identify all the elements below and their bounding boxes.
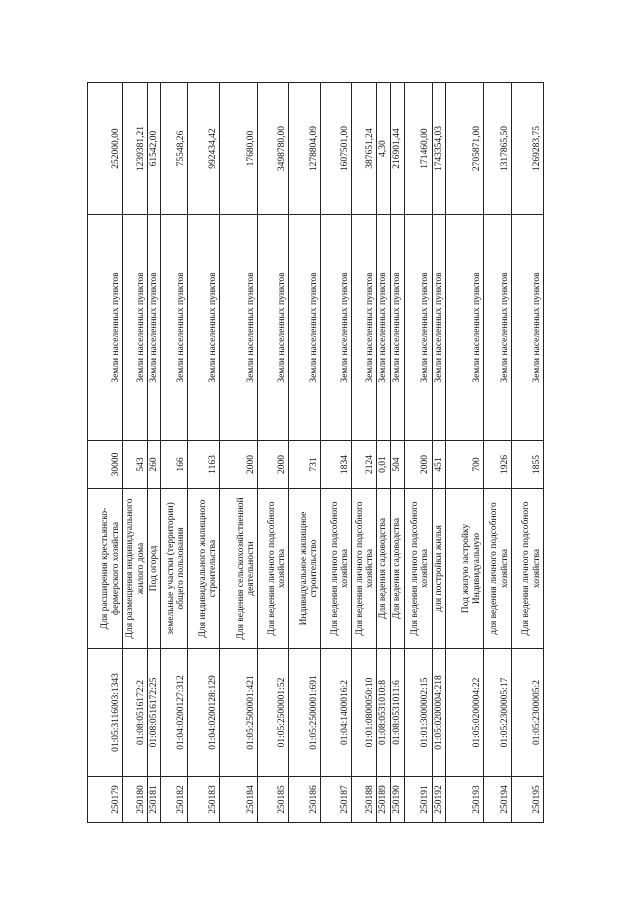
- table-row: [404, 83, 432, 823]
- cadastral-number: 01:05:0200004:22: [446, 649, 484, 777]
- row-number: 250189: [377, 777, 390, 823]
- cadastral-value: 171460,00: [404, 83, 432, 215]
- cadastral-number: 01:08:0531010:8: [377, 649, 390, 777]
- cadastral-number: 01:05:2300005:17: [484, 649, 512, 777]
- cadastral-value: 61542,00: [148, 83, 161, 215]
- cadastral-number: 01:05:2300005:2: [512, 649, 544, 777]
- cadastral-value: 1743354,03: [432, 83, 445, 215]
- area: 2000: [404, 441, 432, 489]
- area: 504: [390, 441, 404, 489]
- area: 166: [161, 441, 188, 489]
- row-number: 250195: [512, 777, 544, 823]
- area: 260: [148, 441, 161, 489]
- permitted-use: Под огород: [148, 489, 161, 649]
- cadastral-value: 1269283,75: [512, 83, 544, 215]
- permitted-use: земельные участки (территории) общего пользования: [161, 489, 188, 649]
- area: 1926: [484, 441, 512, 489]
- row-number: 250187: [321, 777, 352, 823]
- row-number: 250188: [352, 777, 377, 823]
- land-category: Земли населенных пунктов: [484, 215, 512, 441]
- permitted-use: Для ведения сельскохозяйственной деятельности: [220, 489, 258, 649]
- table-row: [220, 83, 258, 823]
- cadastral-value: 216901,44: [390, 83, 404, 215]
- row-number: 250185: [258, 777, 289, 823]
- cadastral-number: 01:08:0516172:25: [148, 649, 161, 777]
- land-category: Земли населенных пунктов: [258, 215, 289, 441]
- permitted-use: Для ведения личного подсобного хозяйства: [352, 489, 377, 649]
- cadastral-value: 1317865,50: [484, 83, 512, 215]
- cadastral-value: 3498780,00: [258, 83, 289, 215]
- permitted-use: Для ведения личного подсобного хозяйства: [321, 489, 352, 649]
- land-category: Земли населенных пунктов: [390, 215, 404, 441]
- area: 2000: [258, 441, 289, 489]
- table-row: [123, 83, 148, 823]
- land-category: Земли населенных пунктов: [446, 215, 484, 441]
- cadastral-number: 01:05:2500001:691: [289, 649, 321, 777]
- table-row: [161, 83, 188, 823]
- land-category: Земли населенных пунктов: [161, 215, 188, 441]
- table-row: [484, 83, 512, 823]
- land-category: Земли населенных пунктов: [88, 215, 123, 441]
- cadastral-number: 01:04:0200127:312: [161, 649, 188, 777]
- permitted-use: Для индивидуального жилищного строительства: [188, 489, 220, 649]
- area: 2124: [352, 441, 377, 489]
- permitted-use: Для ведения личного подсобного хозяйства: [258, 489, 289, 649]
- cadastral-number: 01:05:2500001:52: [258, 649, 289, 777]
- cadastral-number: 01:08:0531011:6: [390, 649, 404, 777]
- land-category: Земли населенных пунктов: [188, 215, 220, 441]
- cadastral-number: 01:04:1400016:2: [321, 649, 352, 777]
- land-category: Земли населенных пунктов: [377, 215, 390, 441]
- cadastral-number: 01:01:0800050:10: [352, 649, 377, 777]
- permitted-use: Для ведения садоводства: [377, 489, 390, 649]
- land-category: Земли населенных пунктов: [404, 215, 432, 441]
- table-row: [377, 83, 390, 823]
- table-row: [258, 83, 289, 823]
- permitted-use: Для расширения крестьянско-фермерского хозяйства: [88, 489, 123, 649]
- row-number: 250183: [188, 777, 220, 823]
- table-row: [88, 83, 123, 823]
- table-row: [352, 83, 377, 823]
- permitted-use: Индивидуальное жилищное строительство: [289, 489, 321, 649]
- row-number: 250190: [390, 777, 404, 823]
- row-number: 250192: [432, 777, 445, 823]
- area: 700: [446, 441, 484, 489]
- table-row: [432, 83, 445, 823]
- land-category: Земли населенных пунктов: [321, 215, 352, 441]
- table-row: [512, 83, 544, 823]
- land-category: Земли населенных пунктов: [123, 215, 148, 441]
- land-category: Земли населенных пунктов: [432, 215, 445, 441]
- permitted-use: Под жилую застройку Индивидуальную: [446, 489, 484, 649]
- land-category: Земли населенных пунктов: [512, 215, 544, 441]
- cadastral-value: 252000,00: [88, 83, 123, 215]
- cadastral-value: 1607501,00: [321, 83, 352, 215]
- table-row: [148, 83, 161, 823]
- land-category: Земли населенных пунктов: [352, 215, 377, 441]
- area: 1163: [188, 441, 220, 489]
- cadastral-value: 4,30: [377, 83, 390, 215]
- area: 0,01: [377, 441, 390, 489]
- row-number: 250179: [88, 777, 123, 823]
- permitted-use: Для ведения личного подсобного хозяйства: [404, 489, 432, 649]
- table-row: [446, 83, 484, 823]
- land-cadastral-value-table: [87, 82, 544, 823]
- land-category: Земли населенных пунктов: [289, 215, 321, 441]
- area: 30000: [88, 441, 123, 489]
- land-category: Земли населенных пунктов: [148, 215, 161, 441]
- cadastral-number: 01:08:0516172:2: [123, 649, 148, 777]
- row-number: 250182: [161, 777, 188, 823]
- cadastral-value: 2705871,00: [446, 83, 484, 215]
- area: 731: [289, 441, 321, 489]
- table-row: [321, 83, 352, 823]
- row-number: 250180: [123, 777, 148, 823]
- cadastral-value: 1239381,21: [123, 83, 148, 215]
- permitted-use: для ведения личного подсобного хозяйства: [484, 489, 512, 649]
- cadastral-value: 387651,24: [352, 83, 377, 215]
- row-number: 250194: [484, 777, 512, 823]
- area: 2000: [220, 441, 258, 489]
- row-number: 250184: [220, 777, 258, 823]
- permitted-use: Для размещения индивидуального жилого дома: [123, 489, 148, 649]
- cadastral-number: 01:05:3116003:1343: [88, 649, 123, 777]
- cadastral-value: 1278804,09: [289, 83, 321, 215]
- table-row: [289, 83, 321, 823]
- row-number: 250193: [446, 777, 484, 823]
- land-category: Земли населенных пунктов: [220, 215, 258, 441]
- table-row: [390, 83, 404, 823]
- permitted-use: Для ведения садоводства: [390, 489, 404, 649]
- cadastral-value: 992434,42: [188, 83, 220, 215]
- row-number: 250181: [148, 777, 161, 823]
- area: 1855: [512, 441, 544, 489]
- cadastral-value: 17680,00: [220, 83, 258, 215]
- row-number: 250186: [289, 777, 321, 823]
- cadastral-number: 01:04:0200128:129: [188, 649, 220, 777]
- cadastral-number: 01:01:3000002:15: [404, 649, 432, 777]
- area: 1834: [321, 441, 352, 489]
- area: 451: [432, 441, 445, 489]
- area: 543: [123, 441, 148, 489]
- permitted-use: Для ведения личного подсобного хозяйства: [512, 489, 544, 649]
- row-number: 250191: [404, 777, 432, 823]
- cadastral-number: 01:05:2500001:421: [220, 649, 258, 777]
- cadastral-number: 01:05:0200004:218: [432, 649, 445, 777]
- cadastral-value: 75548,26: [161, 83, 188, 215]
- permitted-use: для постройки жилья: [432, 489, 445, 649]
- table-row: [188, 83, 220, 823]
